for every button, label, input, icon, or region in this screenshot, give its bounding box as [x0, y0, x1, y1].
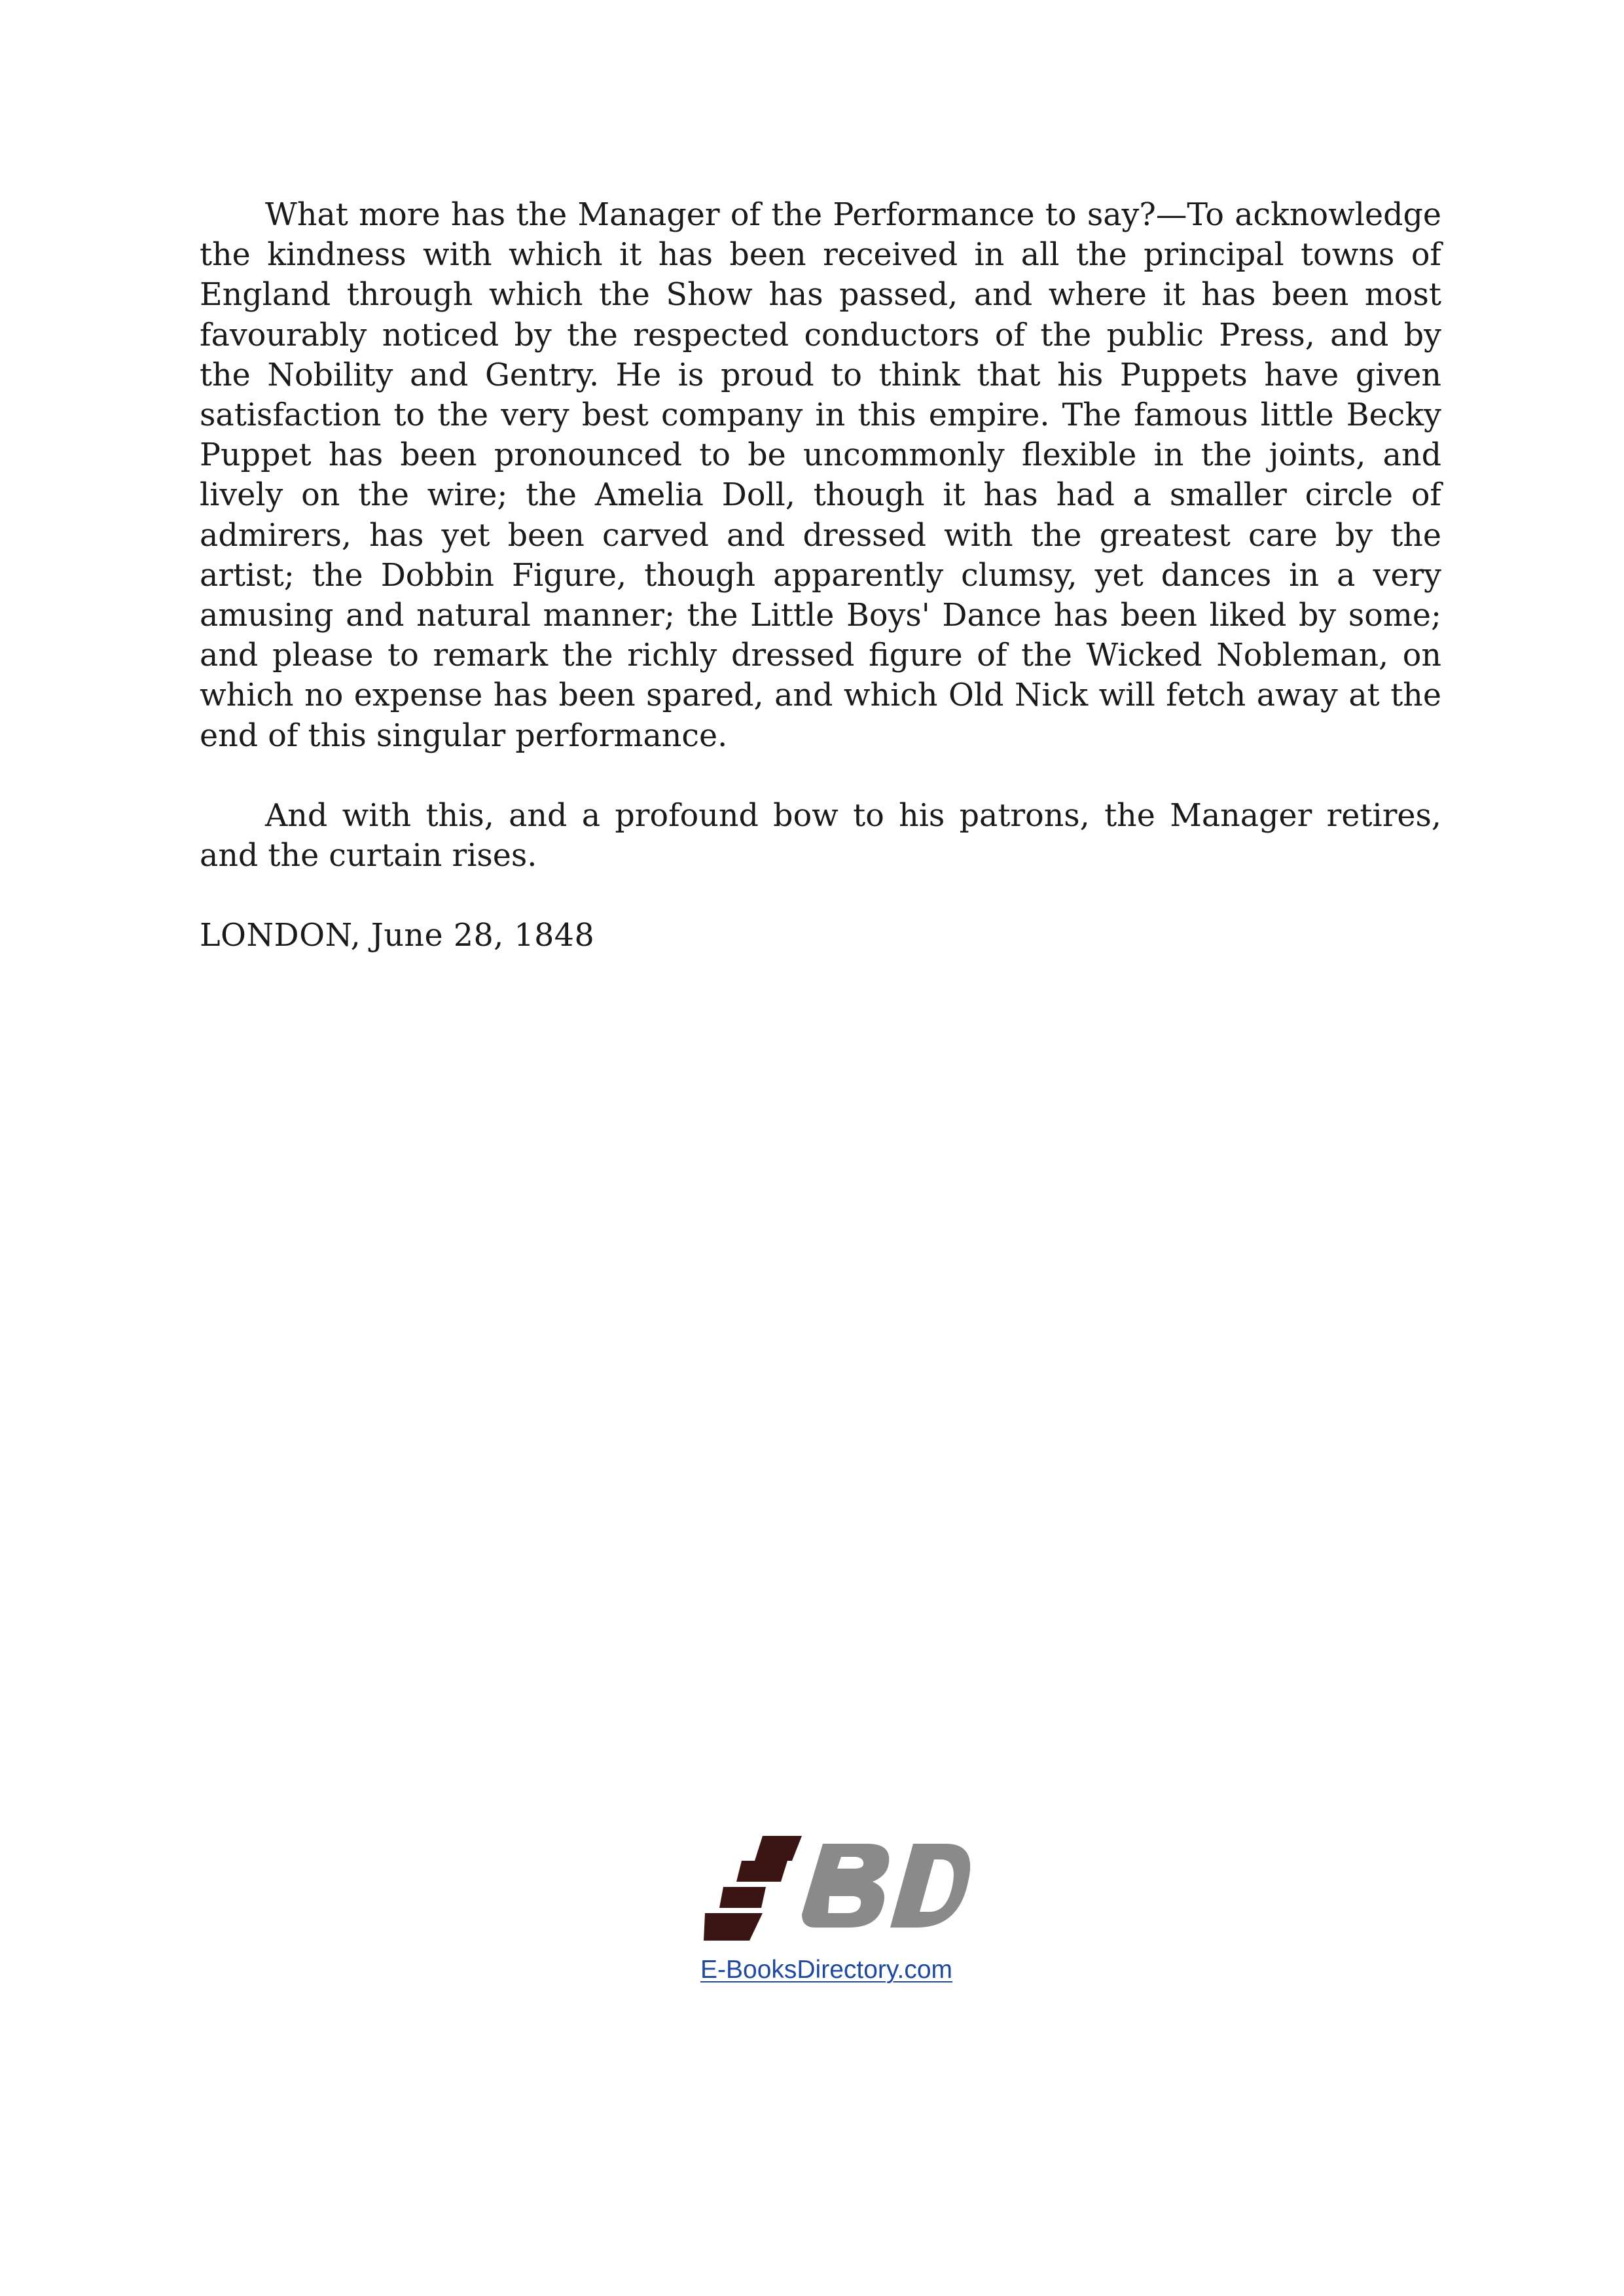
logo-letter-e [704, 1836, 802, 1941]
logo-letter-b [802, 1844, 889, 1928]
paragraph-curtain-rises: And with this, and a profound bow to his patrons, the Manager retires, and the curtain rises. [200, 797, 1441, 874]
dateline-signoff: LONDON, June 28, 1848 [200, 918, 595, 954]
paragraph-manager-acknowledgement: What more has the Manager of the Performance to say?—To acknowledge the kindness with which it has been received in all the principal towns of England through which the Show has passed, and where it has been most favourably noticed by the respected conductors of the public Press, and by the Nobility and Gentry. He is proud to think that his Puppets have given satisfaction to the very best company in this empire. The famous little Becky Puppet has been pronounced to be uncommonly flexible in the joints, and lively on the wire; the Amelia Doll, though it has had a smaller circle of admirers, has yet been carved and dressed with the greatest care by the artist; the Dobbin Figure, though apparently clumsy, yet dances in a very amusing and natural manner; the Little Boys' Dance has been liked by some; and please to remark the richly dressed figure of the Wicked Nobleman, on which no expense has been spared, and which Old Nick will fetch away at the end of this singular performance. [200, 197, 1441, 754]
ebd-logo-icon [704, 1836, 972, 1941]
logo-letter-d [890, 1844, 970, 1928]
document-body [200, 195, 1441, 956]
ebd-logo-graphic [704, 1836, 972, 1941]
ebooksdirectory-link[interactable]: E-BooksDirectory.com [700, 1956, 953, 1984]
